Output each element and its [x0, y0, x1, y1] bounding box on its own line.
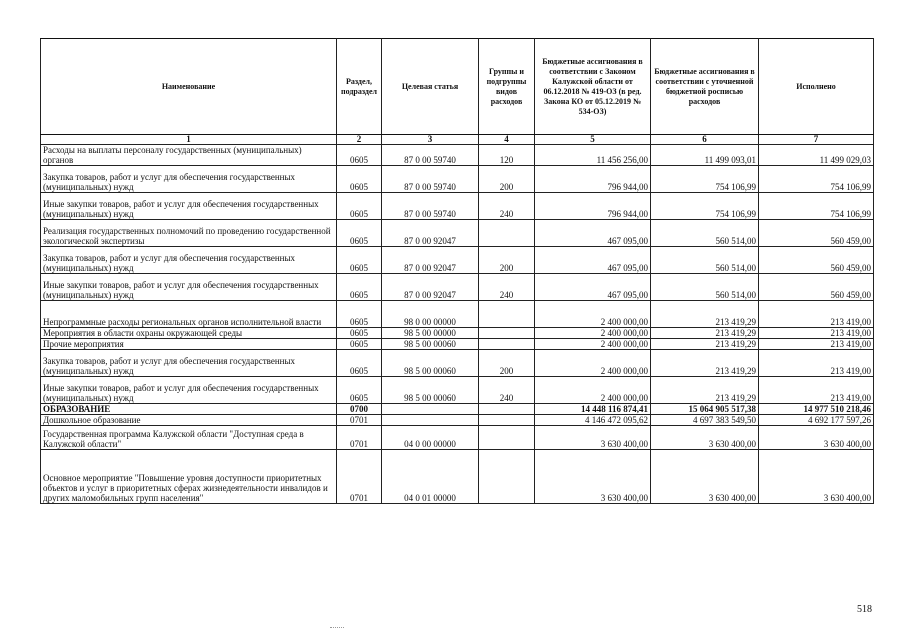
- row-target: 87 0 00 59740: [382, 166, 479, 193]
- row-law-allocation: 2 400 000,00: [535, 339, 651, 350]
- row-group: 240: [479, 274, 535, 301]
- row-name: Государственная программа Калужской области "Доступная среда в Калужской области": [41, 426, 337, 450]
- row-section: 0605: [337, 377, 382, 404]
- row-name: Непрограммные расходы региональных органов исполнительной власти: [41, 301, 337, 328]
- row-group: 200: [479, 350, 535, 377]
- row-list-allocation: 213 419,29: [651, 377, 759, 404]
- row-target: 87 0 00 59740: [382, 193, 479, 220]
- row-section: 0605: [337, 220, 382, 247]
- row-list-allocation: 560 514,00: [651, 247, 759, 274]
- table-row: [41, 415, 874, 426]
- row-section: 0605: [337, 247, 382, 274]
- row-executed: 213 419,00: [759, 350, 874, 377]
- table-row: [41, 426, 874, 450]
- row-target: 04 0 01 00000: [382, 450, 479, 504]
- row-executed: 560 459,00: [759, 247, 874, 274]
- row-name: Иные закупки товаров, работ и услуг для обеспечения государственных (муниципальных) нужд: [41, 274, 337, 301]
- row-name: Закупка товаров, работ и услуг для обеспечения государственных (муниципальных) нужд: [41, 350, 337, 377]
- row-list-allocation: 3 630 400,00: [651, 450, 759, 504]
- row-list-allocation: 3 630 400,00: [651, 426, 759, 450]
- row-target: 98 5 00 00060: [382, 339, 479, 350]
- header-list-allocation: Бюджетные ассигнования в соответствии с уточненной бюджетной росписью расходов: [651, 39, 759, 135]
- row-group: 240: [479, 377, 535, 404]
- row-group: [479, 339, 535, 350]
- row-law-allocation: 796 944,00: [535, 166, 651, 193]
- row-group: [479, 450, 535, 504]
- row-name: Расходы на выплаты персоналу государственных (муниципальных) органов: [41, 145, 337, 166]
- row-section: 0605: [337, 339, 382, 350]
- row-executed: 4 692 177 597,26: [759, 415, 874, 426]
- row-target: 98 5 00 00000: [382, 328, 479, 339]
- row-name: Основное мероприятие "Повышение уровня доступности приоритетных объектов и услуг в приоритетных сферах жизнедеятельности инвалидов и других маломобильных групп населения": [41, 450, 337, 504]
- row-law-allocation: 467 095,00: [535, 274, 651, 301]
- row-group: 240: [479, 193, 535, 220]
- row-executed: 560 459,00: [759, 274, 874, 301]
- column-number: 5: [535, 135, 651, 145]
- row-executed: 14 977 510 218,46: [759, 404, 874, 415]
- row-group: 200: [479, 166, 535, 193]
- row-list-allocation: 754 106,99: [651, 166, 759, 193]
- budget-table: [40, 38, 874, 504]
- row-law-allocation: 3 630 400,00: [535, 450, 651, 504]
- row-name: Иные закупки товаров, работ и услуг для обеспечения государственных (муниципальных) нужд: [41, 193, 337, 220]
- row-law-allocation: 2 400 000,00: [535, 328, 651, 339]
- row-executed: 213 419,00: [759, 339, 874, 350]
- table-row: [41, 377, 874, 404]
- row-list-allocation: 213 419,29: [651, 301, 759, 328]
- row-list-allocation: 213 419,29: [651, 328, 759, 339]
- row-target: 87 0 00 92047: [382, 247, 479, 274]
- row-law-allocation: 14 448 116 874,41: [535, 404, 651, 415]
- row-name: Закупка товаров, работ и услуг для обеспечения государственных (муниципальных) нужд: [41, 247, 337, 274]
- row-law-allocation: 2 400 000,00: [535, 301, 651, 328]
- row-group: [479, 426, 535, 450]
- column-number-row: [41, 135, 874, 145]
- row-target: 87 0 00 92047: [382, 220, 479, 247]
- row-section: 0605: [337, 145, 382, 166]
- row-law-allocation: 2 400 000,00: [535, 377, 651, 404]
- column-number: 1: [41, 135, 337, 145]
- row-executed: 3 630 400,00: [759, 450, 874, 504]
- row-name: Дошкольное образование: [41, 415, 337, 426]
- table-row: [41, 274, 874, 301]
- row-name: Иные закупки товаров, работ и услуг для обеспечения государственных (муниципальных) нужд: [41, 377, 337, 404]
- row-executed: 754 106,99: [759, 166, 874, 193]
- row-target: 87 0 00 59740: [382, 145, 479, 166]
- table-body: [41, 145, 874, 504]
- row-target: [382, 415, 479, 426]
- row-law-allocation: 467 095,00: [535, 247, 651, 274]
- row-name: Реализация государственных полномочий по проведению государственной экологической экспертизы: [41, 220, 337, 247]
- row-list-allocation: 15 064 905 517,38: [651, 404, 759, 415]
- table-row: [41, 193, 874, 220]
- table-row: [41, 328, 874, 339]
- header-target: Целевая статья: [382, 39, 479, 135]
- row-group: 200: [479, 247, 535, 274]
- row-section: 0605: [337, 274, 382, 301]
- page-number: 518: [857, 604, 872, 615]
- row-name: Мероприятия в области охраны окружающей среды: [41, 328, 337, 339]
- row-group: [479, 328, 535, 339]
- row-list-allocation: 213 419,29: [651, 339, 759, 350]
- row-executed: 560 459,00: [759, 220, 874, 247]
- header-executed: Исполнено: [759, 39, 874, 135]
- row-group: 120: [479, 145, 535, 166]
- header-section: Раздел, подраздел: [337, 39, 382, 135]
- table-row: [41, 301, 874, 328]
- row-section: 0701: [337, 426, 382, 450]
- row-executed: 3 630 400,00: [759, 426, 874, 450]
- row-list-allocation: 4 697 383 549,50: [651, 415, 759, 426]
- row-section: 0701: [337, 415, 382, 426]
- table-row: [41, 339, 874, 350]
- row-list-allocation: 754 106,99: [651, 193, 759, 220]
- header-name: Наименование: [41, 39, 337, 135]
- row-list-allocation: 560 514,00: [651, 274, 759, 301]
- row-list-allocation: 213 419,29: [651, 350, 759, 377]
- row-list-allocation: 11 499 093,01: [651, 145, 759, 166]
- row-group: [479, 301, 535, 328]
- row-name: ОБРАЗОВАНИЕ: [41, 404, 337, 415]
- row-section: 0605: [337, 166, 382, 193]
- row-executed: 213 419,00: [759, 328, 874, 339]
- table-row: [41, 450, 874, 504]
- table-row: [41, 220, 874, 247]
- row-target: 87 0 00 92047: [382, 274, 479, 301]
- table-row: [41, 166, 874, 193]
- row-law-allocation: 2 400 000,00: [535, 350, 651, 377]
- row-executed: 213 419,00: [759, 377, 874, 404]
- row-section: 0700: [337, 404, 382, 415]
- row-law-allocation: 796 944,00: [535, 193, 651, 220]
- row-section: 0701: [337, 450, 382, 504]
- row-executed: 754 106,99: [759, 193, 874, 220]
- table-row: [41, 350, 874, 377]
- column-number: 3: [382, 135, 479, 145]
- row-executed: 11 499 029,03: [759, 145, 874, 166]
- table-row: [41, 145, 874, 166]
- row-group: [479, 220, 535, 247]
- scan-artifact: [330, 627, 344, 630]
- column-number: 7: [759, 135, 874, 145]
- row-group: [479, 404, 535, 415]
- row-target: 98 5 00 00060: [382, 350, 479, 377]
- column-number: 4: [479, 135, 535, 145]
- row-law-allocation: 467 095,00: [535, 220, 651, 247]
- row-law-allocation: 4 146 472 095,62: [535, 415, 651, 426]
- column-number: 2: [337, 135, 382, 145]
- row-section: 0605: [337, 193, 382, 220]
- row-name: Закупка товаров, работ и услуг для обеспечения государственных (муниципальных) нужд: [41, 166, 337, 193]
- row-target: 98 0 00 00000: [382, 301, 479, 328]
- table-header-row: [41, 39, 874, 135]
- row-section: 0605: [337, 301, 382, 328]
- row-list-allocation: 560 514,00: [651, 220, 759, 247]
- header-law-allocation: Бюджетные ассигнования в соответствии с Законом Калужской области от 06.12.2018 № 419-ОЗ (в ред. Закона КО от 05.12.2019 № 534-ОЗ): [535, 39, 651, 135]
- row-group: [479, 415, 535, 426]
- row-law-allocation: 11 456 256,00: [535, 145, 651, 166]
- row-section: 0605: [337, 350, 382, 377]
- column-number: 6: [651, 135, 759, 145]
- row-target: 98 5 00 00060: [382, 377, 479, 404]
- row-name: Прочие мероприятия: [41, 339, 337, 350]
- row-law-allocation: 3 630 400,00: [535, 426, 651, 450]
- row-section: 0605: [337, 328, 382, 339]
- table-row: [41, 404, 874, 415]
- row-target: 04 0 00 00000: [382, 426, 479, 450]
- header-groups: Группы и подгруппы видов расходов: [479, 39, 535, 135]
- row-target: [382, 404, 479, 415]
- table-row: [41, 247, 874, 274]
- row-executed: 213 419,00: [759, 301, 874, 328]
